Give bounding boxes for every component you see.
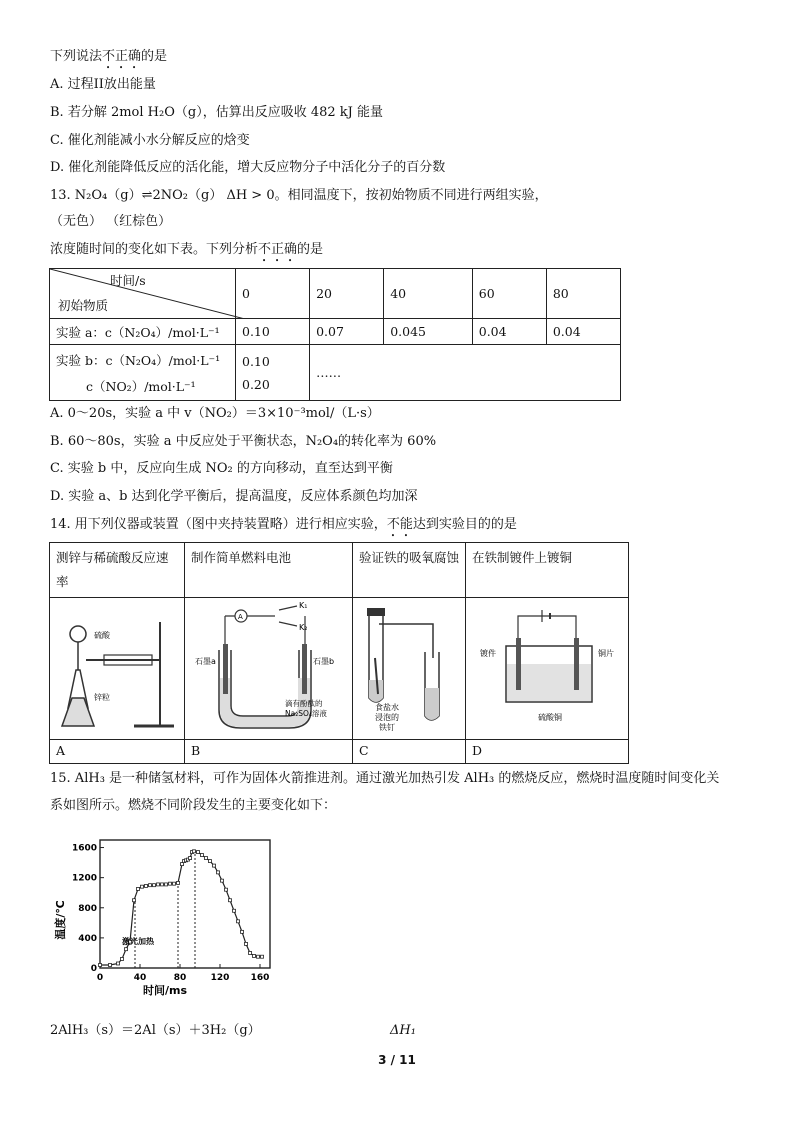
q12-option-d: D. 催化剂能降低反应的活化能，增大反应物分子中活化分子的百分数: [50, 160, 446, 175]
col-c-title: 验证铁的吸氧腐蚀: [353, 543, 466, 598]
iron-corrosion-figure: [353, 598, 465, 736]
data-point: [141, 885, 144, 888]
y-tick-label: 400: [78, 933, 97, 944]
x-axis-label: 时间/ms: [142, 984, 188, 997]
svg-text:镀件: 镀件: [480, 649, 496, 658]
data-point: [173, 882, 176, 885]
data-point: [245, 942, 248, 945]
data-point: [237, 920, 240, 923]
y-axis-label: 温度/℃: [54, 900, 67, 940]
q13-reaction: 13. N₂O₄（g）⇌2NO₂（g） ΔH > 0。相同温度下，按初始物质不同进行两组实验，: [50, 188, 548, 203]
time-80: 80: [546, 269, 620, 319]
row-b-rest: ……: [310, 345, 621, 401]
q12-option-a: A. 过程II放出能量: [50, 77, 156, 92]
data-point: [169, 882, 172, 885]
svg-text:石墨a: 石墨a: [195, 657, 216, 666]
x-tick-label: 80: [173, 973, 187, 983]
data-point: [209, 860, 212, 863]
data-point: [121, 957, 124, 960]
q12-stem: 下列说法不正确的是: [50, 49, 168, 64]
data-point: [157, 883, 160, 886]
data-point: [109, 963, 112, 966]
col-d-title: 在铁制镀件上镀铜: [466, 543, 629, 598]
data-point: [217, 871, 220, 874]
table-corner-cell: [50, 269, 236, 319]
header-init: 初始物质: [58, 298, 109, 313]
data-point: [233, 909, 236, 912]
svg-text:滴有酚酞的: 滴有酚酞的: [285, 699, 323, 708]
data-point: [165, 883, 168, 886]
data-point: [249, 951, 252, 954]
svg-text:石墨b: 石墨b: [313, 657, 335, 666]
svg-text:K₁: K₁: [299, 601, 308, 610]
q15-line1: 15. AlH₃ 是一种储氢材料，可作为固体火箭推进剂。通过激光加热引发 AlH₃ 的燃烧反应，燃烧时温度随时间变化关: [50, 771, 720, 786]
copper-plating-figure: [466, 598, 628, 736]
header-time: 时间/s: [110, 273, 146, 288]
data-point: [153, 884, 156, 887]
x-tick-label: 40: [133, 973, 147, 983]
row-b-label: 实验 b：c（N₂O₄）/mol·L⁻¹ c（NO₂）/mol·L⁻¹: [50, 345, 236, 401]
y-tick-label: 800: [78, 903, 97, 914]
q14-apparatus-table: [49, 542, 629, 764]
data-point: [221, 879, 224, 882]
data-point: [117, 962, 120, 965]
row-b-v0: 0.10 0.20: [236, 345, 310, 401]
q13-colors: （无色） （红棕色）: [50, 214, 172, 229]
q12-option-c: C. 催化剂能减小水分解反应的焓变: [50, 133, 250, 148]
data-point: [181, 863, 184, 866]
zinc-acid-apparatus-figure: [50, 598, 184, 736]
x-tick-label: 0: [96, 973, 104, 983]
data-point: [229, 899, 232, 902]
time-40: 40: [384, 269, 473, 319]
q15-equation: 2AlH₃（s）＝2Al（s）＋3H₂（g）: [50, 1023, 261, 1038]
data-point: [177, 881, 180, 884]
fuel-cell-figure: [185, 598, 352, 736]
apparatus-a: [50, 598, 185, 740]
y-tick-label: 1200: [71, 873, 97, 884]
data-point: [253, 954, 256, 957]
data-point: [99, 963, 102, 966]
svg-text:铜片: 铜片: [598, 649, 614, 658]
data-point: [193, 850, 196, 853]
data-point: [125, 948, 128, 951]
svg-text:A: A: [238, 613, 243, 621]
q15-dh: ΔH₁: [390, 1023, 416, 1038]
svg-text:K₂: K₂: [299, 623, 308, 632]
col-d-letter: D: [466, 740, 629, 764]
data-point: [257, 955, 260, 958]
apparatus-d: [466, 598, 629, 740]
q14-stem: 14. 用下列仪器或装置（图中夹持装置略）进行相应实验，不能达到实验目的的是: [50, 517, 517, 532]
q12-option-b: B. 若分解 2mol H₂O（g），估算出反应吸收 482 kJ 能量: [50, 105, 383, 120]
data-point: [149, 884, 152, 887]
row-a-label: 实验 a：c（N₂O₄）/mol·L⁻¹: [50, 319, 236, 345]
apparatus-c: [353, 598, 466, 740]
svg-text:铁钉: 铁钉: [379, 723, 395, 732]
q13-intro: 浓度随时间的变化如下表。下列分析不正确的是: [50, 242, 324, 257]
svg-text:食盐水: 食盐水: [375, 703, 399, 712]
data-point: [189, 857, 192, 860]
label-zinc: 锌粒: [94, 693, 110, 702]
time-60: 60: [472, 269, 546, 319]
data-point: [197, 851, 200, 854]
data-point: [133, 899, 136, 902]
data-point: [241, 930, 244, 933]
svg-text:硫酸铜: 硫酸铜: [538, 713, 562, 722]
data-point: [137, 887, 140, 890]
page-number: 3 / 11: [378, 1053, 416, 1067]
data-point: [225, 888, 228, 891]
y-tick-label: 1600: [71, 843, 97, 854]
temperature-time-chart: [52, 826, 292, 1011]
svg-text:浸泡的: 浸泡的: [375, 713, 399, 722]
svg-text:Na₂SO₄溶液: Na₂SO₄溶液: [285, 709, 327, 718]
laser-annotation: 激光加热: [122, 936, 154, 946]
q13-option-c: C. 实验 b 中，反应向生成 NO₂ 的方向移动，直至达到平衡: [50, 461, 393, 476]
y-tick-label: 0: [90, 964, 97, 974]
data-point: [145, 884, 148, 887]
col-a-title: 测锌与稀硫酸反应速率: [50, 543, 185, 598]
data-point: [261, 955, 264, 958]
label-sulfuric-acid: 硫酸: [94, 631, 110, 640]
col-b-letter: B: [185, 740, 353, 764]
row-a-v0: 0.10: [236, 319, 310, 345]
col-b-title: 制作简单燃料电池: [185, 543, 353, 598]
row-a-v40: 0.045: [384, 319, 473, 345]
data-point: [205, 857, 208, 860]
time-0: 0: [236, 269, 310, 319]
apparatus-b: [185, 598, 353, 740]
q13-option-a: A. 0～20s，实验 a 中 v（NO₂）＝3×10⁻³mol/（L·s）: [50, 406, 380, 421]
x-tick-label: 120: [210, 973, 230, 983]
row-a-v60: 0.04: [472, 319, 546, 345]
data-point: [213, 864, 216, 867]
row-a-v80: 0.04: [546, 319, 620, 345]
q13-option-b: B. 60～80s，实验 a 中反应处于平衡状态，N₂O₄的转化率为 60%: [50, 434, 437, 449]
x-tick-label: 160: [250, 973, 270, 983]
data-point: [201, 854, 204, 857]
row-a-v20: 0.07: [310, 319, 384, 345]
time-20: 20: [310, 269, 384, 319]
data-point: [161, 883, 164, 886]
col-c-letter: C: [353, 740, 466, 764]
q13-option-d: D. 实验 a、b 达到化学平衡后，提高温度，反应体系颜色均加深: [50, 489, 418, 504]
q15-line2: 系如图所示。燃烧不同阶段发生的主要变化如下：: [50, 798, 337, 813]
q13-data-table: [49, 268, 621, 401]
col-a-letter: A: [50, 740, 185, 764]
